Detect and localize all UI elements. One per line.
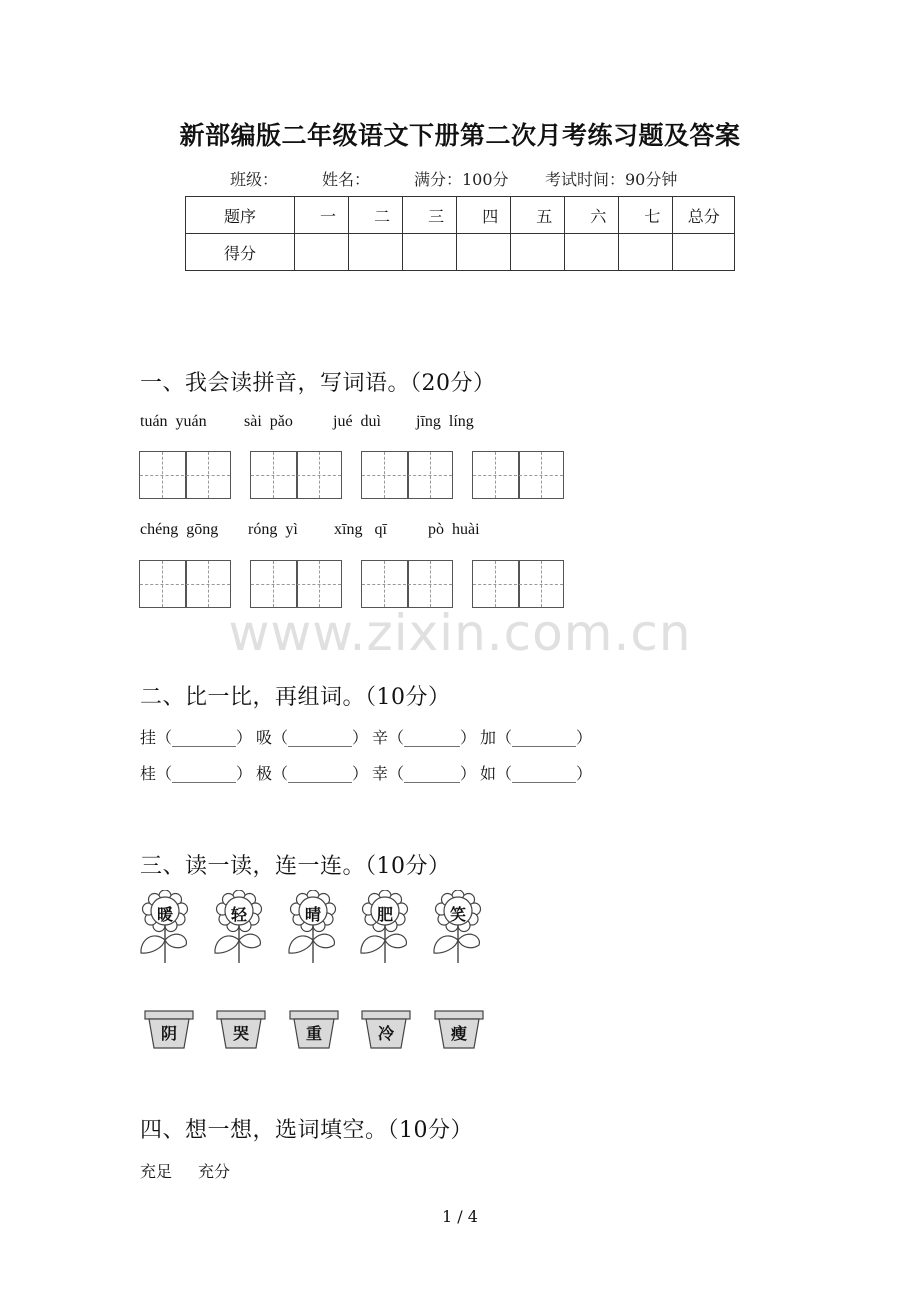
table-cell: 题序 (186, 197, 295, 234)
pinyin-label: pò huài (428, 521, 480, 538)
compare-item: 辛（_______） (372, 728, 477, 747)
compare-row-2 (140, 761, 592, 784)
writing-grid[interactable] (472, 560, 564, 608)
watermark: www.zixin.com.cn (228, 604, 692, 662)
compare-item: 加（________） (480, 728, 593, 747)
flower-char: 肥 (376, 905, 393, 924)
name-label: 姓名： (322, 170, 371, 189)
compare-item: 挂（________） (140, 728, 253, 747)
compare-row-1 (140, 725, 592, 748)
full-score: 满分：100分 (414, 170, 509, 189)
score-cell (295, 234, 349, 271)
flower-item[interactable] (287, 890, 347, 968)
section4-heading: 四、想一想，选词填空。（10分） (140, 1118, 473, 1143)
writing-grid[interactable] (139, 560, 231, 608)
score-table-score-row (186, 234, 735, 271)
score-cell (403, 234, 457, 271)
table-cell: 三 (403, 197, 457, 234)
writing-grid[interactable] (361, 451, 453, 499)
score-cell (349, 234, 403, 271)
score-cell (673, 234, 735, 271)
table-cell: 七 (619, 197, 673, 234)
pot-char: 哭 (232, 1024, 249, 1043)
pinyin-label: xīng qī (334, 521, 387, 538)
score-cell (619, 234, 673, 271)
writing-grid[interactable] (250, 451, 342, 499)
pot-item[interactable] (216, 1010, 266, 1050)
table-cell: 总分 (673, 197, 735, 234)
flower-item[interactable] (432, 890, 492, 968)
word-option: 充分 (198, 1162, 231, 1181)
exam-time: 考试时间：90分钟 (545, 170, 678, 189)
section2-heading: 二、比一比，再组词。（10分） (140, 685, 451, 710)
section1-heading: 一、我会读拼音，写词语。（20分） (140, 371, 496, 396)
pot-char: 阴 (160, 1024, 177, 1043)
writing-grid[interactable] (250, 560, 342, 608)
table-cell: 五 (511, 197, 565, 234)
word-option: 充足 (140, 1162, 173, 1181)
pinyin-label: jīng líng (416, 413, 474, 430)
pinyin-label: jué duì (333, 413, 381, 430)
pot-char: 冷 (377, 1024, 394, 1043)
writing-grid[interactable] (472, 451, 564, 499)
pot-item[interactable] (361, 1010, 411, 1050)
flower-item[interactable] (139, 890, 199, 968)
compare-item: 极（________） (256, 764, 369, 783)
score-cell (565, 234, 619, 271)
pot-char: 瘦 (450, 1024, 467, 1043)
pinyin-label: róng yì (248, 521, 298, 538)
score-table (185, 196, 735, 271)
flower-item[interactable] (213, 890, 273, 968)
pot-item[interactable] (289, 1010, 339, 1050)
pot-item[interactable] (434, 1010, 484, 1050)
score-cell (457, 234, 511, 271)
writing-grid[interactable] (361, 560, 453, 608)
compare-item: 幸（_______） (372, 764, 477, 783)
table-cell: 四 (457, 197, 511, 234)
pinyin-label: sài pǎo (244, 413, 293, 430)
table-cell: 六 (565, 197, 619, 234)
class-label: 班级： (230, 170, 279, 189)
table-cell: 二 (349, 197, 403, 234)
page-title: 新部编版二年级语文下册第二次月考练习题及答案 (179, 121, 741, 150)
pinyin-label: tuán yuán (140, 413, 207, 430)
section3-heading: 三、读一读，连一连。（10分） (140, 854, 451, 879)
score-cell (511, 234, 565, 271)
writing-grid[interactable] (139, 451, 231, 499)
compare-item: 如（________） (480, 764, 593, 783)
flower-char: 暖 (156, 905, 173, 924)
flower-char: 轻 (230, 905, 247, 924)
compare-item: 桂（________） (140, 764, 253, 783)
table-cell: 得分 (186, 234, 295, 271)
flower-char: 晴 (304, 905, 321, 924)
flower-char: 笑 (449, 905, 466, 924)
compare-item: 吸（________） (256, 728, 369, 747)
score-table-header-row (186, 197, 735, 234)
pinyin-label: chéng gōng (140, 521, 219, 538)
pot-item[interactable] (144, 1010, 194, 1050)
page-number: 1 / 4 (442, 1207, 478, 1226)
word-options (140, 1159, 230, 1182)
pot-char: 重 (305, 1024, 322, 1043)
table-cell: 一 (295, 197, 349, 234)
flower-item[interactable] (359, 890, 419, 968)
